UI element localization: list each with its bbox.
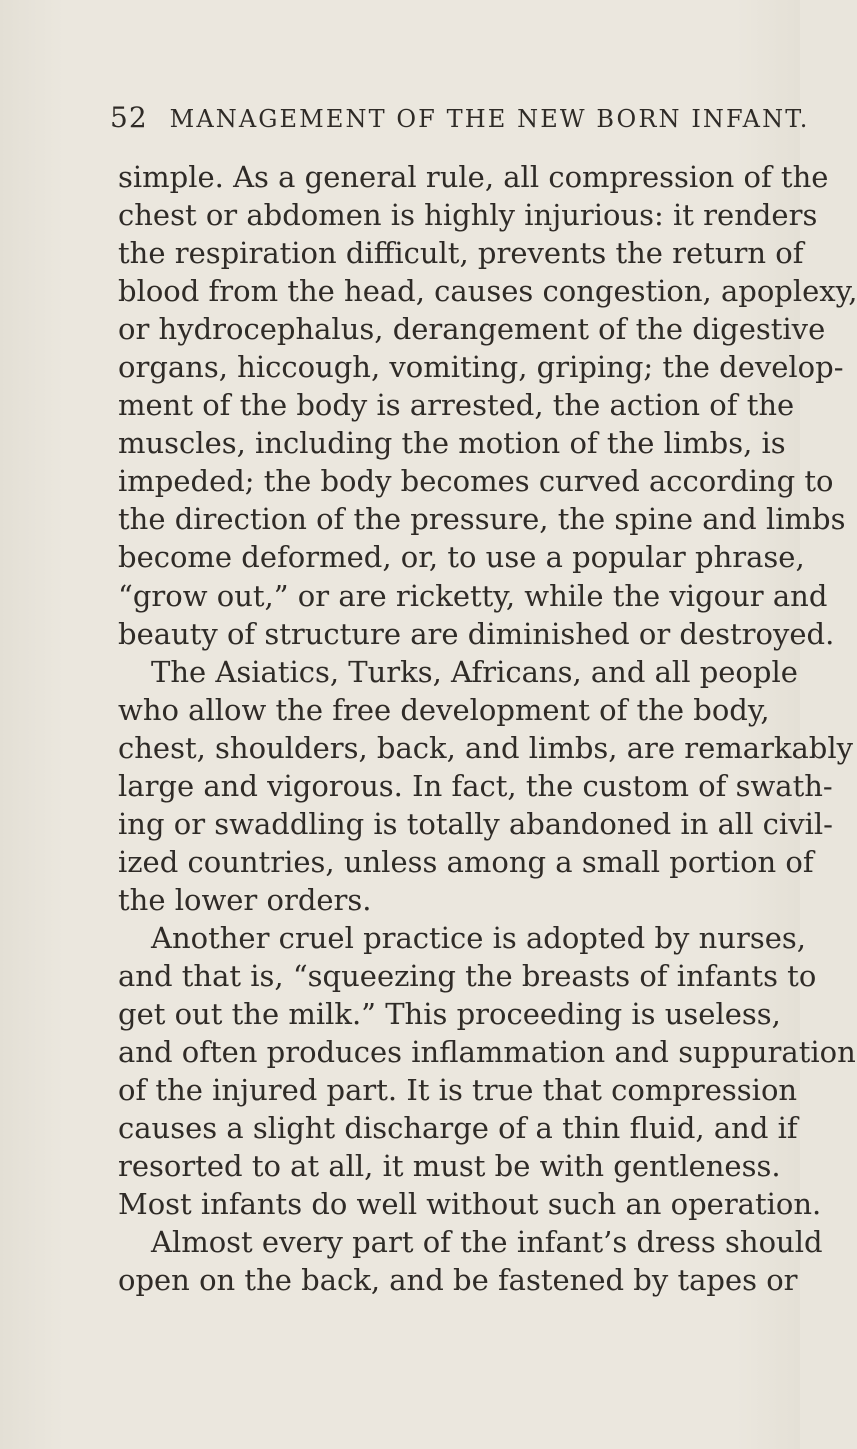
text-line: become deformed, or, to use a popular phrase, xyxy=(118,540,805,575)
text-line: the direction of the pressure, the spine and limbs xyxy=(118,502,846,537)
text-line: the lower orders. xyxy=(118,882,372,917)
text-line: and that is, “squeezing the breasts of infants to xyxy=(118,958,817,993)
text-line: causes a slight discharge of a thin fluid, and if xyxy=(118,1111,798,1146)
text-line: ized countries, unless among a small portion of xyxy=(118,844,814,879)
text-line: simple. As a general rule, all compression of the xyxy=(118,160,829,194)
text-line: resorted to at all, it must be with gentleness. xyxy=(118,1149,781,1184)
text-line: large and vigorous. In fact, the custom of swath- xyxy=(118,768,833,803)
text-line: ment of the body is arrested, the action of the xyxy=(118,388,795,423)
text-line: “grow out,” or are ricketty, while the vigour and xyxy=(118,578,828,613)
text-line: the respiration difficult, prevents the return of xyxy=(118,236,804,271)
text-line: and often produces inflammation and suppuration xyxy=(118,1035,856,1070)
text-line: chest or abdomen is highly injurious: it renders xyxy=(118,198,818,233)
text-line: Almost every part of the infant’s dress should xyxy=(151,1225,823,1260)
text-line: ing or swaddling is totally abandoned in all civil- xyxy=(118,806,833,841)
text-line: organs, hiccough, vomiting, griping; the develop- xyxy=(118,350,844,385)
running-head xyxy=(110,101,810,141)
text-line: get out the milk.” This proceeding is useless, xyxy=(118,997,781,1032)
text-line: impeded; the body becomes curved according to xyxy=(118,464,834,499)
running-title: MANAGEMENT OF THE NEW BORN INFANT. xyxy=(169,105,810,133)
body-text xyxy=(118,158,857,1299)
text-line: who allow the free development of the body, xyxy=(118,692,770,727)
text-line: of the injured part. It is true that compression xyxy=(118,1073,798,1108)
text-line: chest, shoulders, back, and limbs, are remarkably xyxy=(118,730,854,765)
text-line: or hydrocephalus, derangement of the digestive xyxy=(118,312,826,347)
text-line: Another cruel practice is adopted by nurses, xyxy=(151,920,806,955)
text-line: Most infants do well without such an operation. xyxy=(118,1187,822,1222)
text-line: beauty of structure are diminished or destroyed. xyxy=(118,616,835,651)
text-line: The Asiatics, Turks, Africans, and all people xyxy=(151,654,798,689)
text-line: blood from the head, causes congestion, apoplexy, xyxy=(118,274,857,309)
text-line: muscles, including the motion of the limbs, is xyxy=(118,426,786,461)
page-number: 52 xyxy=(110,101,148,134)
text-line: open on the back, and be fastened by tapes or xyxy=(118,1263,798,1298)
